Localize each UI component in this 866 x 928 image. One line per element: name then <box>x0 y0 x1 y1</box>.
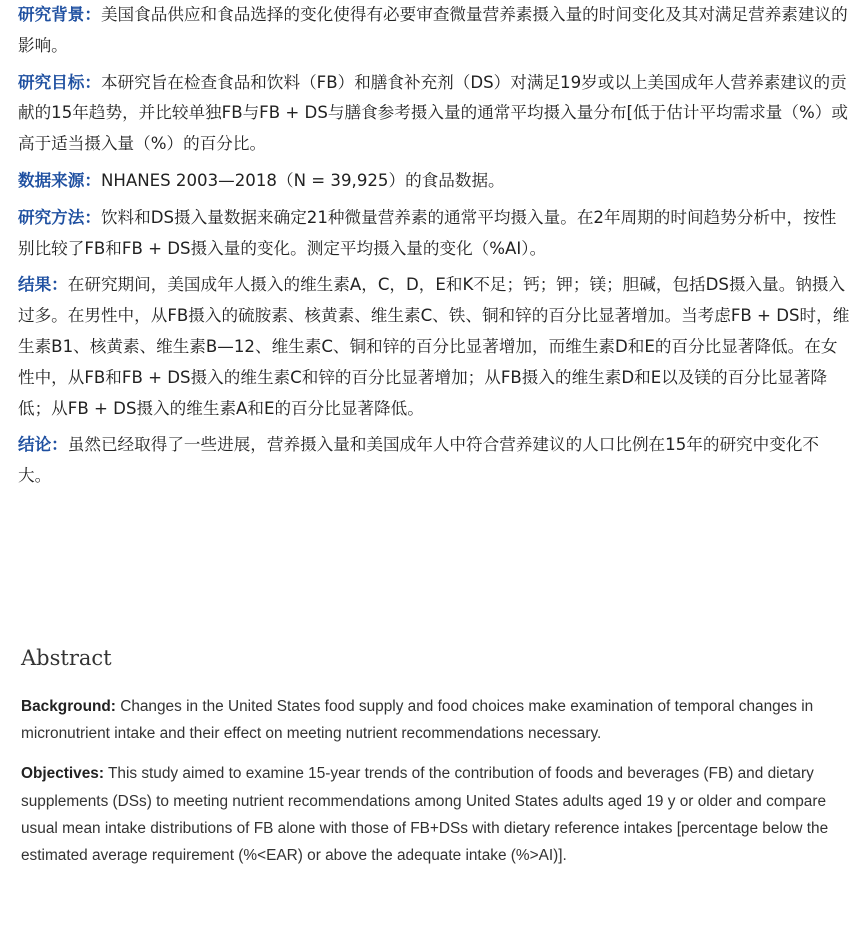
zh-background-label: 研究背景： <box>18 5 101 24</box>
zh-results-label: 结果： <box>18 275 68 295</box>
en-objectives-label: Objectives: <box>21 765 104 783</box>
en-objectives-text: This study aimed to examine 15-year trends of the contribution of foods and beverages (FB) and dietary supplements (DSs) to meeting nutrient recommendations among United States adults aged 19 y or older and compare usual mean intake distributions of FB alone with those of FB+DSs with dietary reference intakes [percentage below the estimated average requirement (%<EAR) or above the adequate intake (%>AI)]. <box>21 765 829 865</box>
en-background-text: Changes in the United States food supply and food choices make examination of temporal changes in micronutrient intake and their effect on meeting nutrient recommendations necessary. <box>21 698 814 743</box>
zh-methods-text: 饮料和DS摄入量数据来确定21种微量营养素的通常平均摄入量。在2年周期的时间趋势分析中，按性别比较了FB和FB + DS摄入量的变化。测定平均摄入量的变化（%AI）。 <box>18 207 837 258</box>
zh-background-paragraph <box>18 0 850 62</box>
zh-data-source-label: 数据来源： <box>18 170 101 190</box>
zh-methods-label: 研究方法： <box>18 207 101 227</box>
abstract-heading: Abstract <box>21 646 112 670</box>
zh-data-source-paragraph <box>18 166 850 197</box>
zh-background-text: 美国食品供应和食品选择的变化使得有必要审查微量营养素摄入量的时间变化及其对满足营养素建议的影响。 <box>18 5 848 55</box>
english-abstract <box>21 693 849 882</box>
zh-conclusion-paragraph <box>18 430 850 492</box>
chinese-abstract <box>18 0 850 498</box>
en-background-label: Background: <box>21 698 116 715</box>
zh-results-text: 在研究期间，美国成年人摄入的维生素A，C，D，E和K不足；钙；钾；镁；胆碱，包括DS摄入量。钠摄入过多。在男性中，从FB摄入的硫胺素、核黄素、维生素C、铁、铜和锌的百分比显著增加。当考虑FB + DS时，维生素B1、核黄素、维生素B—12、维生素C、铜和锌的百分比显著增加，而维生素D和E的百分比显著降低。在女性中，从FB和FB + DS摄入的维生素C和锌的百分比显著增加；从FB摄入的维生素D和E以及镁的百分比显著降低；从FB + DS摄入的维生素A和E的百分比显著降低。 <box>18 275 850 418</box>
zh-objectives-label: 研究目标： <box>18 72 101 92</box>
en-objectives-paragraph <box>21 760 849 869</box>
zh-data-source-text: NHANES 2003—2018（N = 39,925）的食品数据。 <box>100 170 505 190</box>
zh-objectives-text: 本研究旨在检查食品和饮料（FB）和膳食补充剂（DS）对满足19岁或以上美国成年人营养素建议的贡献的15年趋势，并比较单独FB与FB + DS与膳食参考摄入量的通常平均摄入量分布[低于估计平均需求量（%）或高于适当摄入量（%）的百分比。 <box>18 72 848 154</box>
en-background-paragraph <box>21 693 849 747</box>
zh-methods-paragraph <box>18 203 850 265</box>
zh-objectives-paragraph <box>18 68 850 160</box>
zh-results-paragraph <box>18 270 850 424</box>
zh-conclusion-text: 虽然已经取得了一些进展，营养摄入量和美国成年人中符合营养建议的人口比例在15年的研究中变化不大。 <box>18 435 820 486</box>
zh-conclusion-label: 结论： <box>18 435 68 455</box>
